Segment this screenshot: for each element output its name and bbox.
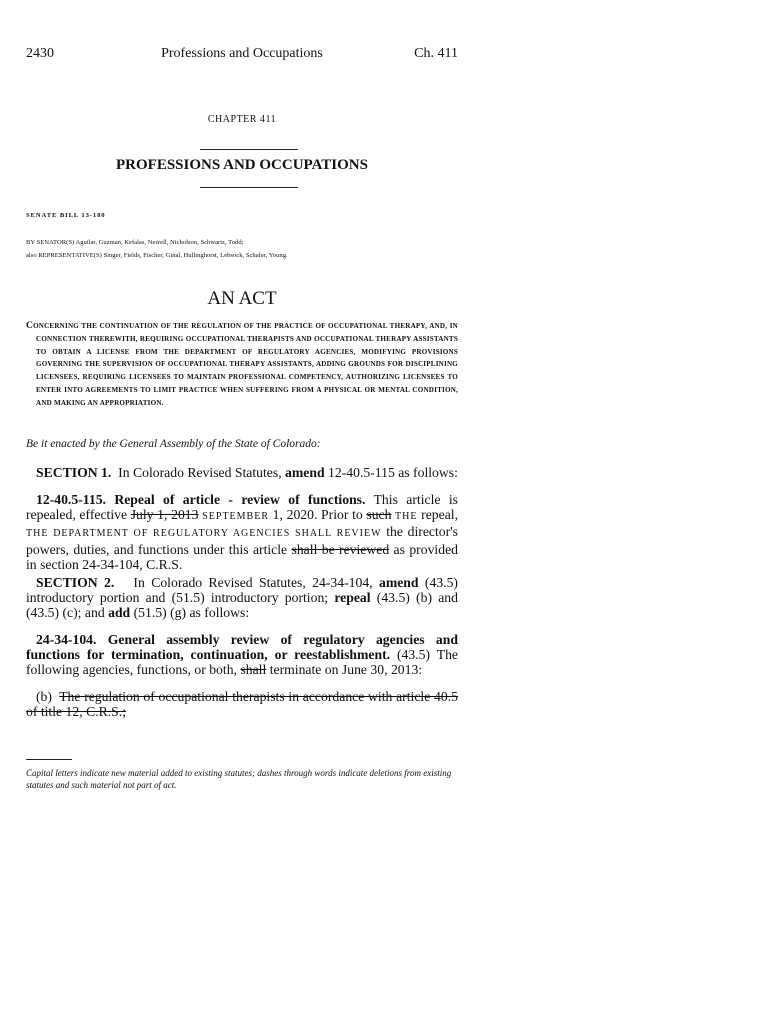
struck-text: July 1, 2013 — [130, 507, 199, 523]
section-1-amend: amend — [285, 465, 325, 480]
statute-heading: 24-34-104. General assembly review of regulatory agencies and functions for termination, continuation, or reestablishment. — [26, 632, 458, 663]
subsection-label: (b) — [36, 689, 52, 704]
section-2-amend: amend — [378, 575, 419, 590]
section-1-statute — [26, 492, 458, 572]
statute-text: terminate on June 30, 2013: — [266, 662, 423, 678]
statute-text: repeal, — [417, 507, 458, 523]
struck-text: shall be reviewed — [291, 541, 390, 557]
act-title: AN ACT — [207, 288, 277, 309]
subsection-b — [26, 689, 458, 719]
section-2-statute — [26, 632, 458, 678]
house-sponsors: also REPRESENTATIVE(S) Singer, Fields, Fischer, Ginal, Hullinghorst, Lebsock, Schafer, Young. — [26, 252, 288, 259]
footnote: Capital letters indicate new material added to existing statutes; dashes through words indicate deletions from existing statutes and such material not part of act. — [26, 768, 452, 790]
section-2-add: add — [108, 605, 131, 621]
running-header — [26, 46, 458, 66]
page-number: 2430 — [26, 46, 54, 61]
statute-text: 1, 2020. Prior to — [269, 507, 367, 523]
statute-text: (43.5) The following agencies, functions, or both, — [26, 647, 458, 678]
struck-text: such — [366, 507, 392, 523]
concerning-text: CONCERNING THE CONTINUATION OF THE REGULATION OF THE PRACTICE OF OCCUPATIONAL THERAPY, AND, IN CONNECTION THEREWITH, REQUIRING OCCUPATIONAL THERAPISTS AND OCCUPATIONAL THERAPY ASSISTANTS TO OBTAIN A LICENSE FROM THE DEPARTMENT OF REGULATORY AGENCIES, MODIFYING PROVISIONS GOVERNING THE SUPERVISION OF OCCUPATIONAL THERAPY ASSISTANTS, ADDING GROUNDS FOR DISCIPLINING LICENSEES, REQUIRING LICENSEES TO MAINTAIN PROFESSIONAL COMPETENCY, AUTHORIZING LICENSEES TO ENTER INTO AGREEMENTS TO LIMIT PRACTICE WHEN SUFFERING FROM A PHYSICAL OR MENTAL CONDITION, AND MAKING AN APPROPRIATION. — [26, 321, 458, 407]
section-2-text: (43.5) (b) and (43.5) (c); and — [26, 590, 458, 621]
statute-text: This article is repealed, effective — [26, 492, 458, 523]
added-text: SEPTEMBER — [198, 511, 270, 523]
struck-text: The regulation of occupational therapists in accordance with article 40.5 of title 12, C.R.S.; — [26, 689, 458, 720]
sponsors-block — [26, 236, 466, 262]
section-1-heading: SECTION 1. — [36, 465, 112, 480]
section-2-paragraph — [26, 575, 458, 621]
title-rule-bottom — [200, 187, 298, 188]
section-2-text: In Colorado Revised Statutes, 24-34-104, — [127, 575, 379, 590]
added-text: THE DEPARTMENT OF REGULATORY AGENCIES SHALL REVIEW — [26, 528, 382, 540]
statute-text: the director's powers, duties, and functions under this article — [26, 524, 458, 557]
footnote-rule — [26, 759, 72, 760]
title-rule-top — [200, 149, 298, 150]
main-title: PROFESSIONS AND OCCUPATIONS — [116, 157, 368, 173]
struck-text: shall — [240, 662, 267, 678]
section-1-text: In Colorado Revised Statutes, — [118, 465, 286, 480]
chapter-reference: Ch. 411 — [414, 46, 458, 61]
senate-sponsors: BY SENATOR(S) Aguilar, Guzman, Kefalas, Newell, Nicholson, Schwartz, Todd; — [26, 239, 244, 246]
running-title: Professions and Occupations — [161, 46, 323, 61]
added-text: THE — [391, 511, 418, 523]
bill-identifier: SENATE BILL 13-180 — [26, 212, 106, 219]
concerning-clause — [26, 320, 458, 410]
chapter-label: CHAPTER 411 — [207, 114, 277, 125]
section-1-paragraph — [26, 465, 458, 480]
statute-heading: 12-40.5-115. Repeal of article - review of functions. — [36, 492, 366, 507]
section-2-heading: SECTION 2. — [36, 575, 115, 590]
section-1-target: 12-40.5-115 as follows: — [324, 465, 458, 480]
document-page — [26, 0, 458, 1024]
section-2-repeal: repeal — [334, 590, 371, 606]
statute-text: as provided in section 24-34-104, C.R.S. — [26, 541, 458, 572]
section-2-text: (51.5) (g) as follows: — [130, 605, 250, 621]
enacting-clause: Be it enacted by the General Assembly of the State of Colorado: — [26, 438, 321, 450]
section-2-text: (43.5) introductory portion and (51.5) introductory portion; — [26, 575, 458, 606]
